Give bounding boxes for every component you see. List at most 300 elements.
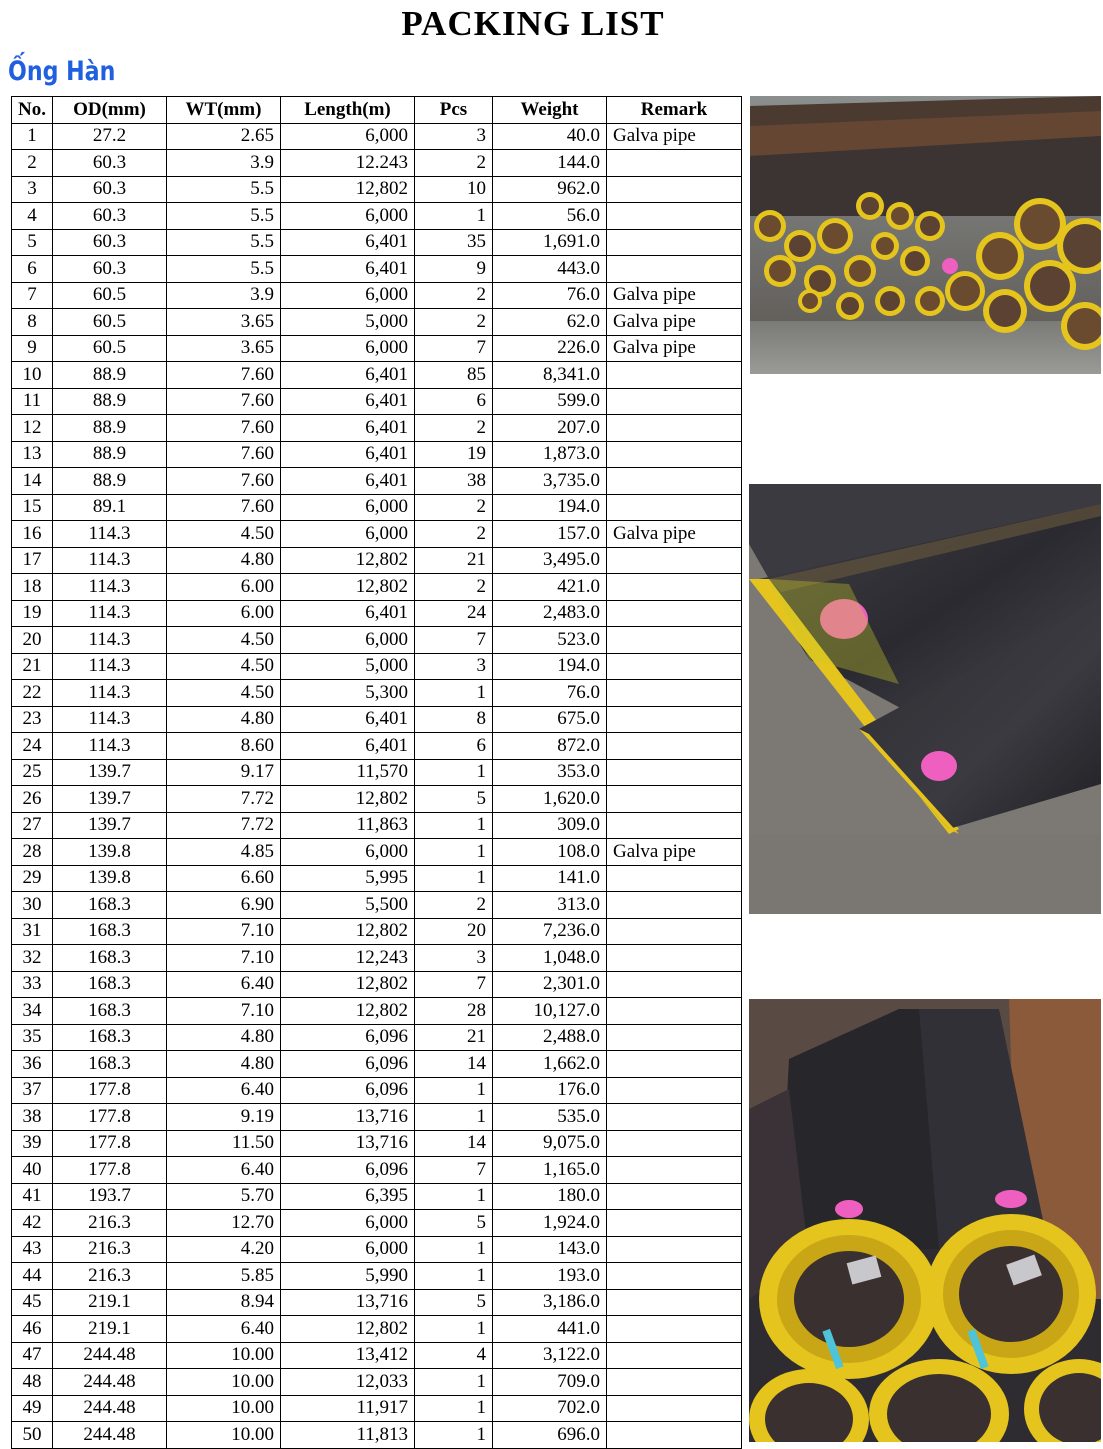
cell-wt: 4.80 [166,1051,280,1078]
cell-length: 6,000 [280,627,414,654]
cell-wt: 4.50 [166,521,280,548]
cell-weight: 226.0 [492,335,606,362]
cell-weight: 421.0 [492,574,606,601]
cell-pcs: 1 [414,1236,492,1263]
cell-length: 6,401 [280,362,414,389]
cell-weight: 2,301.0 [492,971,606,998]
cell-no: 8 [12,309,53,336]
cell-weight: 76.0 [492,282,606,309]
cell-length: 5,000 [280,653,414,680]
cell-pcs: 2 [414,309,492,336]
table-row [12,1051,742,1078]
pipe-stack-photo [750,96,1101,374]
cell-wt: 3.9 [166,282,280,309]
cell-no: 38 [12,1104,53,1131]
cell-pcs: 28 [414,998,492,1025]
cell-length: 5,990 [280,1263,414,1290]
cell-pcs: 21 [414,1024,492,1051]
cell-pcs: 21 [414,547,492,574]
cell-od: 139.8 [52,839,166,866]
cell-length: 12,802 [280,1316,414,1343]
cell-od: 168.3 [52,1051,166,1078]
cell-od: 193.7 [52,1183,166,1210]
cell-no: 2 [12,150,53,177]
cell-pcs: 9 [414,256,492,283]
cell-length: 6,000 [280,123,414,150]
cell-pcs: 7 [414,971,492,998]
cell-weight: 144.0 [492,150,606,177]
cell-remark [606,971,741,998]
cell-pcs: 5 [414,1289,492,1316]
cell-pcs: 1 [414,680,492,707]
cell-no: 39 [12,1130,53,1157]
cell-wt: 5.70 [166,1183,280,1210]
cell-no: 21 [12,653,53,680]
cell-pcs: 2 [414,521,492,548]
cell-wt: 7.60 [166,388,280,415]
cell-length: 6,401 [280,441,414,468]
cell-weight: 1,873.0 [492,441,606,468]
cell-pcs: 14 [414,1130,492,1157]
cell-length: 6,000 [280,494,414,521]
section-title: Ống Hàn [8,56,116,87]
cell-wt: 10.00 [166,1395,280,1422]
cell-length: 6,401 [280,388,414,415]
cell-wt: 4.80 [166,1024,280,1051]
cell-no: 25 [12,759,53,786]
cell-od: 244.48 [52,1395,166,1422]
cell-wt: 4.85 [166,839,280,866]
cell-weight: 441.0 [492,1316,606,1343]
cell-length: 6,401 [280,706,414,733]
cell-od: 89.1 [52,494,166,521]
cell-wt: 4.50 [166,680,280,707]
cell-wt: 6.40 [166,1157,280,1184]
cell-remark [606,1104,741,1131]
cell-od: 168.3 [52,892,166,919]
cell-remark [606,1051,741,1078]
cell-od: 244.48 [52,1422,166,1449]
cell-wt: 12.70 [166,1210,280,1237]
cell-length: 11,917 [280,1395,414,1422]
cell-weight: 309.0 [492,812,606,839]
table-row [12,865,742,892]
cell-length: 12,802 [280,176,414,203]
cell-pcs: 38 [414,468,492,495]
cell-remark [606,388,741,415]
table-row [12,1236,742,1263]
table-row [12,203,742,230]
cell-remark [606,494,741,521]
cell-wt: 4.50 [166,653,280,680]
cell-pcs: 6 [414,733,492,760]
cell-wt: 5.5 [166,203,280,230]
cell-length: 6,395 [280,1183,414,1210]
cell-no: 4 [12,203,53,230]
cell-pcs: 1 [414,1316,492,1343]
cell-wt: 4.80 [166,706,280,733]
table-row [12,521,742,548]
cell-weight: 3,186.0 [492,1289,606,1316]
cell-length: 6,096 [280,1024,414,1051]
cell-remark [606,865,741,892]
cell-weight: 1,662.0 [492,1051,606,1078]
table-row [12,176,742,203]
cell-od: 177.8 [52,1077,166,1104]
cell-no: 17 [12,547,53,574]
cell-pcs: 1 [414,865,492,892]
cell-od: 139.8 [52,865,166,892]
table-row [12,706,742,733]
cell-pcs: 7 [414,335,492,362]
cell-od: 114.3 [52,521,166,548]
cell-remark [606,415,741,442]
cell-remark [606,680,741,707]
cell-od: 60.3 [52,150,166,177]
cell-remark [606,945,741,972]
cell-od: 114.3 [52,733,166,760]
table-row [12,1130,742,1157]
cell-no: 27 [12,812,53,839]
cell-remark [606,812,741,839]
cell-length: 5,000 [280,309,414,336]
cell-remark: Galva pipe [606,335,741,362]
cell-weight: 1,048.0 [492,945,606,972]
table-row [12,123,742,150]
cell-length: 11,570 [280,759,414,786]
column-header-no: No. [12,97,53,124]
cell-od: 88.9 [52,388,166,415]
cell-no: 40 [12,1157,53,1184]
cell-od: 60.3 [52,229,166,256]
table-row [12,309,742,336]
table-row [12,945,742,972]
cell-weight: 353.0 [492,759,606,786]
cell-no: 6 [12,256,53,283]
cell-length: 6,000 [280,282,414,309]
cell-wt: 3.9 [166,150,280,177]
cell-length: 6,401 [280,229,414,256]
cell-remark [606,574,741,601]
cell-no: 46 [12,1316,53,1343]
cell-weight: 193.0 [492,1263,606,1290]
cell-weight: 180.0 [492,1183,606,1210]
cell-pcs: 14 [414,1051,492,1078]
cell-wt: 7.72 [166,812,280,839]
table-row [12,627,742,654]
cell-no: 47 [12,1342,53,1369]
cell-pcs: 3 [414,653,492,680]
cell-weight: 194.0 [492,653,606,680]
cell-no: 34 [12,998,53,1025]
cell-no: 22 [12,680,53,707]
column-header-remark: Remark [606,97,741,124]
cell-od: 60.5 [52,282,166,309]
cell-wt: 7.10 [166,998,280,1025]
cell-length: 13,716 [280,1289,414,1316]
cell-pcs: 35 [414,229,492,256]
cell-no: 37 [12,1077,53,1104]
cell-wt: 8.60 [166,733,280,760]
cell-remark [606,203,741,230]
cell-wt: 10.00 [166,1422,280,1449]
cell-no: 32 [12,945,53,972]
cell-length: 12,802 [280,918,414,945]
cell-remark [606,150,741,177]
cell-no: 1 [12,123,53,150]
cell-no: 31 [12,918,53,945]
cell-weight: 1,924.0 [492,1210,606,1237]
cell-weight: 7,236.0 [492,918,606,945]
table-row [12,786,742,813]
cell-wt: 7.10 [166,945,280,972]
cell-remark [606,362,741,389]
cell-remark: Galva pipe [606,309,741,336]
cell-no: 7 [12,282,53,309]
cell-no: 12 [12,415,53,442]
cell-pcs: 1 [414,1369,492,1396]
cell-length: 11,863 [280,812,414,839]
cell-weight: 108.0 [492,839,606,866]
cell-pcs: 7 [414,627,492,654]
cell-no: 33 [12,971,53,998]
cell-wt: 5.85 [166,1263,280,1290]
table-row [12,1024,742,1051]
cell-od: 60.5 [52,335,166,362]
cell-remark: Galva pipe [606,521,741,548]
cell-remark [606,600,741,627]
table-row [12,1395,742,1422]
cell-remark [606,998,741,1025]
cell-no: 16 [12,521,53,548]
table-row [12,441,742,468]
cell-wt: 6.40 [166,1077,280,1104]
cell-remark [606,759,741,786]
cell-od: 244.48 [52,1342,166,1369]
cell-od: 168.3 [52,945,166,972]
cell-pcs: 20 [414,918,492,945]
cell-no: 20 [12,627,53,654]
cell-weight: 10,127.0 [492,998,606,1025]
cell-weight: 1,620.0 [492,786,606,813]
cell-wt: 7.72 [166,786,280,813]
column-header-wt: WT(mm) [166,97,280,124]
cell-od: 88.9 [52,441,166,468]
cell-remark [606,1289,741,1316]
cell-length: 12,802 [280,998,414,1025]
cell-wt: 10.00 [166,1342,280,1369]
cell-length: 6,096 [280,1051,414,1078]
cell-wt: 8.94 [166,1289,280,1316]
cell-no: 3 [12,176,53,203]
cell-remark [606,892,741,919]
table-row [12,971,742,998]
cell-no: 10 [12,362,53,389]
cell-od: 216.3 [52,1236,166,1263]
cell-weight: 535.0 [492,1104,606,1131]
table-row [12,600,742,627]
cell-pcs: 1 [414,1422,492,1449]
cell-length: 5,500 [280,892,414,919]
cell-weight: 2,483.0 [492,600,606,627]
cell-no: 23 [12,706,53,733]
cell-remark [606,627,741,654]
cell-length: 13,716 [280,1104,414,1131]
cell-no: 50 [12,1422,53,1449]
table-row [12,1316,742,1343]
table-row [12,256,742,283]
cell-weight: 9,075.0 [492,1130,606,1157]
cell-wt: 9.19 [166,1104,280,1131]
cell-length: 5,300 [280,680,414,707]
cell-no: 36 [12,1051,53,1078]
table-row [12,1263,742,1290]
table-row [12,150,742,177]
cell-no: 13 [12,441,53,468]
cell-od: 88.9 [52,415,166,442]
table-row [12,680,742,707]
cell-wt: 3.65 [166,335,280,362]
cell-length: 6,401 [280,415,414,442]
cell-od: 27.2 [52,123,166,150]
cell-pcs: 1 [414,1263,492,1290]
cell-od: 244.48 [52,1369,166,1396]
cell-od: 60.5 [52,309,166,336]
cell-wt: 6.40 [166,1316,280,1343]
cell-remark [606,1130,741,1157]
cell-od: 177.8 [52,1157,166,1184]
cell-od: 114.3 [52,627,166,654]
cell-pcs: 2 [414,892,492,919]
cell-wt: 4.80 [166,547,280,574]
cell-remark [606,1422,741,1449]
cell-length: 12,802 [280,547,414,574]
table-row [12,892,742,919]
cell-pcs: 2 [414,282,492,309]
table-row [12,733,742,760]
cell-od: 219.1 [52,1289,166,1316]
table-row [12,335,742,362]
table-row [12,1077,742,1104]
cell-pcs: 7 [414,1157,492,1184]
cell-weight: 709.0 [492,1369,606,1396]
table-row [12,468,742,495]
cell-length: 13,716 [280,1130,414,1157]
cell-od: 139.7 [52,786,166,813]
cell-weight: 56.0 [492,203,606,230]
table-row [12,918,742,945]
cell-wt: 7.60 [166,415,280,442]
cell-no: 44 [12,1263,53,1290]
cell-remark [606,1183,741,1210]
cell-weight: 599.0 [492,388,606,415]
cell-length: 6,401 [280,733,414,760]
cell-length: 12,033 [280,1369,414,1396]
cell-remark [606,1263,741,1290]
cell-length: 6,000 [280,203,414,230]
cell-weight: 141.0 [492,865,606,892]
cell-pcs: 4 [414,1342,492,1369]
table-row [12,494,742,521]
column-header-length: Length(m) [280,97,414,124]
cell-od: 88.9 [52,468,166,495]
cell-od: 114.3 [52,653,166,680]
cell-remark [606,706,741,733]
cell-od: 219.1 [52,1316,166,1343]
cell-length: 12,802 [280,971,414,998]
table-row [12,415,742,442]
cell-no: 11 [12,388,53,415]
table-body [12,123,742,1448]
cell-length: 6,401 [280,468,414,495]
column-header-pcs: Pcs [414,97,492,124]
cell-weight: 962.0 [492,176,606,203]
cell-remark [606,1210,741,1237]
cell-length: 13,412 [280,1342,414,1369]
cell-weight: 443.0 [492,256,606,283]
cell-wt: 7.60 [166,441,280,468]
column-header-weight: Weight [492,97,606,124]
cell-pcs: 3 [414,123,492,150]
cell-no: 14 [12,468,53,495]
cell-od: 139.7 [52,759,166,786]
cell-wt: 6.40 [166,971,280,998]
cell-no: 18 [12,574,53,601]
cell-no: 28 [12,839,53,866]
pipe-ends-photo [749,999,1101,1442]
cell-remark [606,1236,741,1263]
cell-remark [606,1369,741,1396]
table-row [12,388,742,415]
cell-pcs: 1 [414,812,492,839]
cell-pcs: 2 [414,574,492,601]
cell-length: 12.243 [280,150,414,177]
cell-od: 168.3 [52,998,166,1025]
cell-weight: 143.0 [492,1236,606,1263]
cell-weight: 2,488.0 [492,1024,606,1051]
cell-pcs: 2 [414,150,492,177]
cell-wt: 4.50 [166,627,280,654]
cell-od: 168.3 [52,1024,166,1051]
table-row [12,653,742,680]
cell-no: 19 [12,600,53,627]
cell-weight: 696.0 [492,1422,606,1449]
table-row [12,759,742,786]
cell-pcs: 2 [414,494,492,521]
cell-wt: 5.5 [166,176,280,203]
table-row [12,1342,742,1369]
cell-od: 168.3 [52,971,166,998]
table-row [12,839,742,866]
cell-wt: 6.90 [166,892,280,919]
cell-pcs: 1 [414,1183,492,1210]
cell-od: 88.9 [52,362,166,389]
table-row [12,547,742,574]
cell-remark: Galva pipe [606,282,741,309]
cell-weight: 207.0 [492,415,606,442]
pipe-closeup-photo [749,484,1101,914]
cell-remark: Galva pipe [606,123,741,150]
cell-pcs: 24 [414,600,492,627]
cell-remark [606,256,741,283]
table-row [12,1183,742,1210]
cell-remark [606,1024,741,1051]
cell-od: 216.3 [52,1263,166,1290]
cell-weight: 872.0 [492,733,606,760]
cell-od: 114.3 [52,706,166,733]
cell-od: 177.8 [52,1130,166,1157]
cell-pcs: 1 [414,1395,492,1422]
